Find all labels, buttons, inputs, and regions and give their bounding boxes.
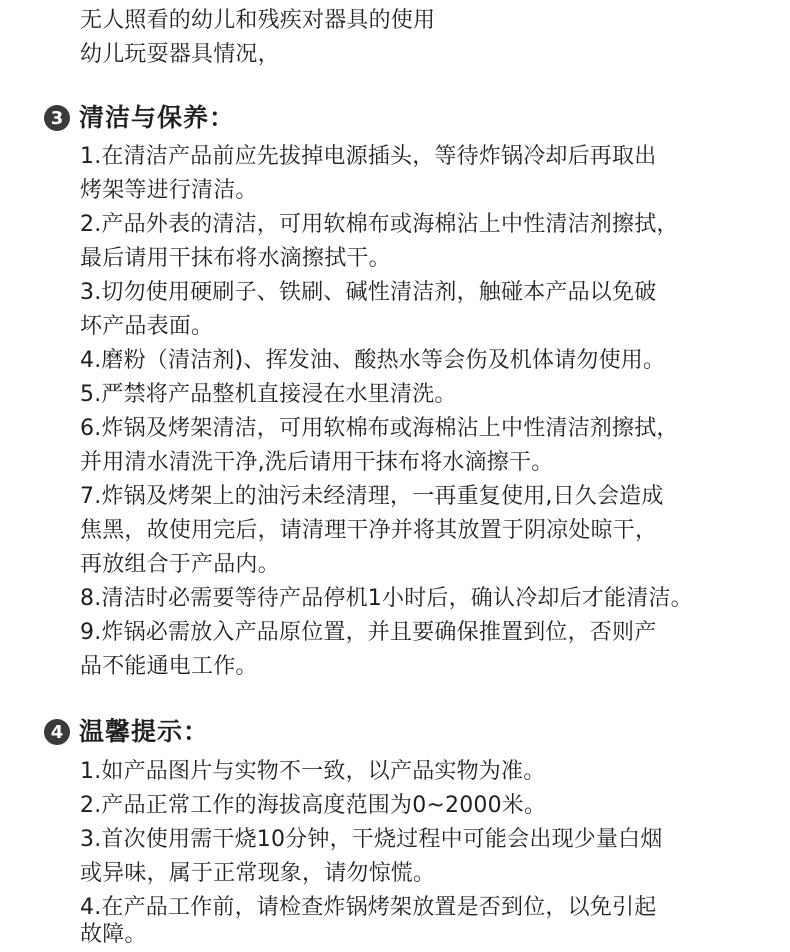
section-4-line: 故障。 [80,922,147,947]
section-3-line: 4.磨粉（清洁剂)、挥发油、酸热水等会伤及机体请勿使用。 [80,348,666,373]
section-3-line: 7.炸锅及烤架上的油污未经清理，一再重复使用,日久会造成 [80,484,664,509]
section-3-line: 6.炸锅及烤架清洁，可用软棉布或海棉沾上中性清洁剂擦拭， [80,416,679,441]
section-3-line: 8.清洁时必需要等待产品停机1小时后，确认冷却后才能清洁。 [80,586,693,611]
intro-line-2: 幼儿玩耍器具情况， [80,42,280,67]
section-3-line: 2.产品外表的清洁，可用软棉布或海棉沾上中性清洁剂擦拭， [80,212,679,237]
section-3-heading [44,101,235,135]
section-3-line: 5.严禁将产品整机直接浸在水里清洗。 [80,382,457,407]
section-4-line: 或异味，属于正常现象，请勿惊慌。 [80,861,436,886]
section-3-line: 3.切勿使用硬刷子、铁刷、碱性清洁剂，触碰本产品以免破 [80,280,657,305]
section-4-line: 2.产品正常工作的海拔高度范围为0~2000米。 [80,793,547,818]
section-3-line: 9.炸锅必需放入产品原位置，并且要确保推置到位，否则产 [80,620,657,645]
section-4-line: 4.在产品工作前，请检查炸锅烤架放置是否到位，以免引起 [80,895,657,920]
intro-line-1: 无人照看的幼儿和残疾对器具的使用 [80,8,436,33]
section-4-heading [44,715,209,749]
section-3-line: 坏产品表面。 [80,314,214,339]
section-3-line: 1.在清洁产品前应先拔掉电源插头，等待炸锅冷却后再取出 [80,144,657,169]
section-3-line: 焦黑，故使用完后，请清理干净并将其放置于阴凉处晾干， [80,518,658,543]
number-4-badge-icon: 4 [44,719,70,745]
section-3-line: 品不能通电工作。 [80,654,258,679]
section-3-line: 并用清水清洗干净,洗后请用干抹布将水滴擦干。 [80,450,554,475]
section-3-line: 再放组合于产品内。 [80,552,280,577]
section-4-line: 3.首次使用需干烧10分钟，干烧过程中可能会出现少量白烟 [80,827,663,852]
section-3-line: 烤架等进行清洁。 [80,178,258,203]
section-3-title: 清洁与保养： [79,103,236,132]
section-3-line: 最后请用干抹布将水滴擦拭干。 [80,246,391,271]
number-3-badge-icon: 3 [44,105,70,131]
section-4-title: 温馨提示： [79,717,210,746]
section-4-line: 1.如产品图片与实物不一致，以产品实物为准。 [80,759,546,784]
